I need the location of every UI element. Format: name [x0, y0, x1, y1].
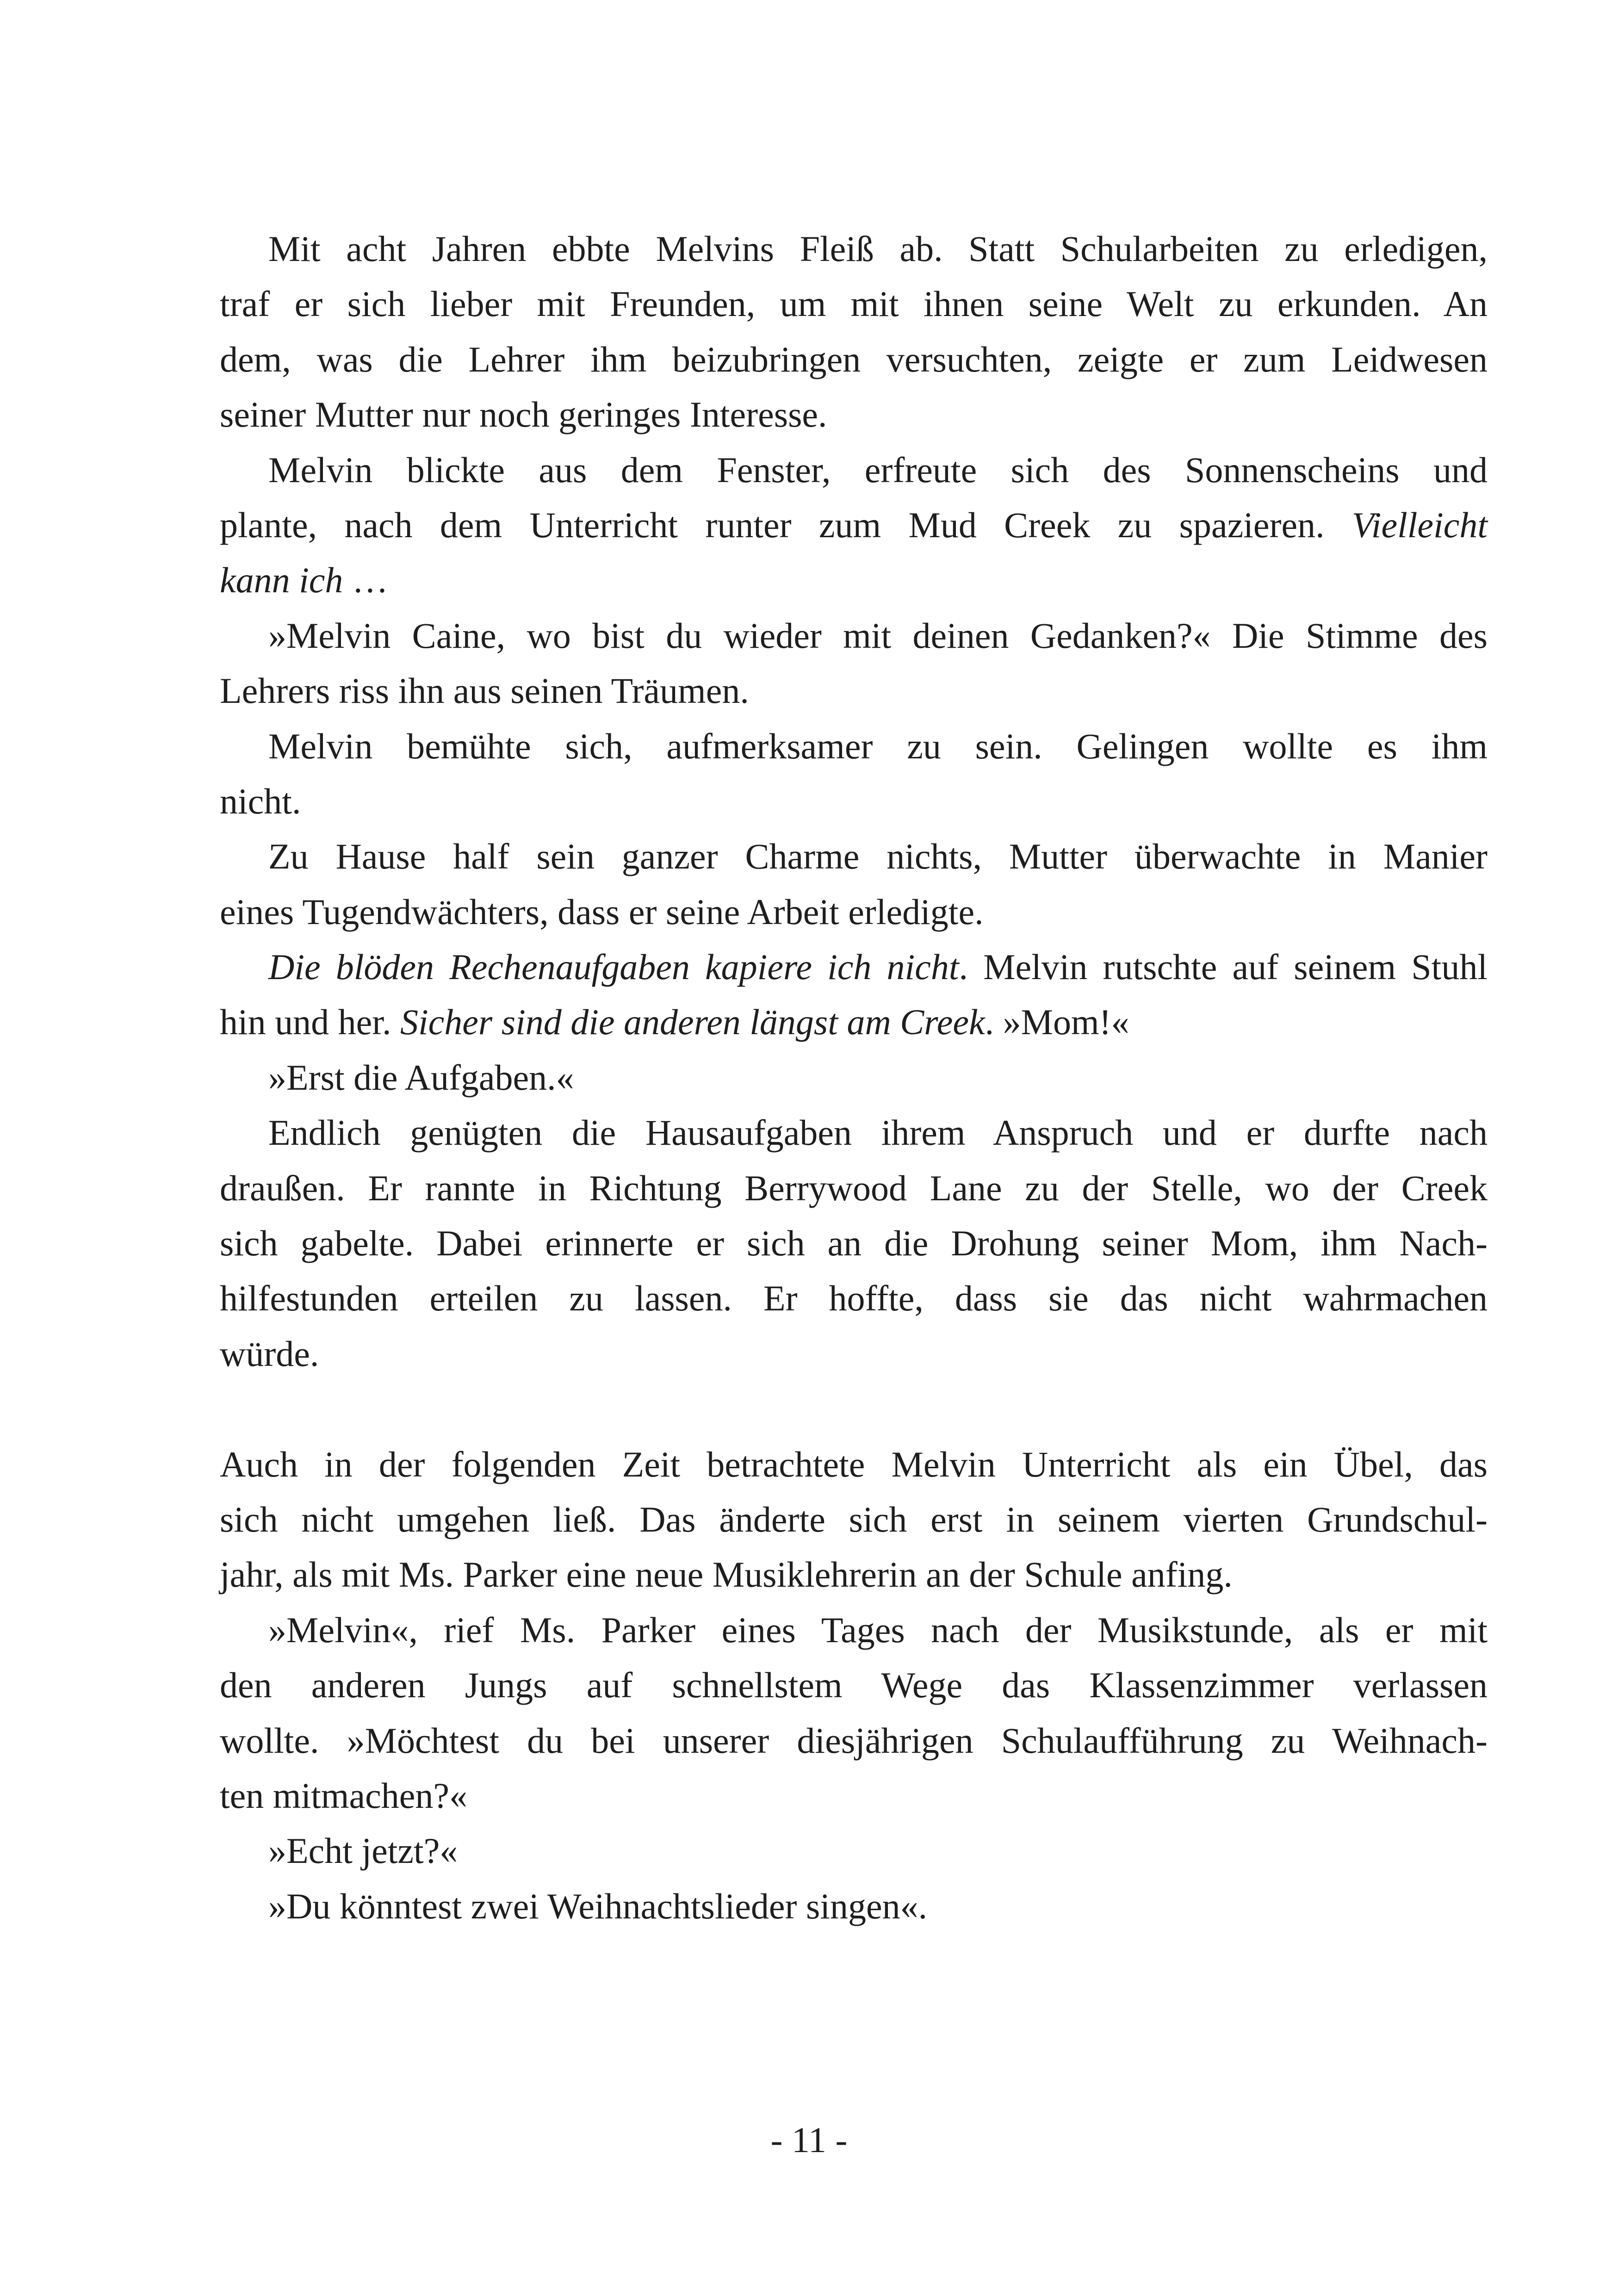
text-line: [220, 719, 1488, 774]
text-segment: . Melvin rutschte auf seinem Stuhl: [959, 947, 1488, 987]
text-segment: »Melvin Caine, wo bist du wieder mit deinen Gedanken?« Die Stimme des: [268, 615, 1488, 656]
text-line: [220, 663, 1488, 718]
page-number: - 11 -: [770, 2120, 848, 2160]
text-segment: plante, nach dem Unterricht runter zum Mud Creek zu spazieren.: [220, 504, 1352, 545]
text-segment: draußen. Er rannte in Richtung Berrywood Lane zu der Stelle, wo der Creek: [220, 1167, 1488, 1208]
text-segment: Endlich genügten die Hausaufgaben ihrem Anspruch und er durfte nach: [268, 1112, 1488, 1153]
text-segment: »Echt jetzt?«: [268, 1831, 458, 1871]
text-segment: Melvin bemühte sich, aufmerksamer zu sein. Gelingen wollte es ihm: [268, 726, 1488, 766]
text-line: [220, 1105, 1488, 1160]
text-line: [220, 1823, 1488, 1878]
text-segment: »Erst die Aufgaben.«: [268, 1057, 574, 1098]
text-line: [220, 1437, 1488, 1492]
text-segment: hin und her.: [220, 1002, 400, 1043]
text-segment: traf er sich lieber mit Freunden, um mit ihnen seine Welt zu erkunden. An: [220, 284, 1488, 324]
text-line: [220, 1602, 1488, 1657]
text-segment: Melvin blickte aus dem Fenster, erfreute sich des Sonnenscheins und: [268, 449, 1488, 490]
text-segment: sich gabelte. Dabei erinnerte er sich an die Drohung seiner Mom, ihm Nach-: [220, 1223, 1488, 1264]
text-segment: sich nicht umgehen ließ. Das änderte sich erst in seinem vierten Grundschul-: [220, 1499, 1488, 1539]
text-line: [220, 1547, 1488, 1602]
text-segment: . »Mom!«: [985, 1002, 1129, 1043]
text-segment: hilfestunden erteilen zu lassen. Er hoffte, dass sie das nicht wahrmachen: [220, 1278, 1488, 1319]
text-segment: würde.: [220, 1333, 319, 1374]
italic-text: kann ich: [220, 560, 343, 601]
text-segment: »Melvin«, rief Ms. Parker eines Tages nach der Musikstunde, als er mit: [268, 1609, 1488, 1650]
text-line: [220, 1879, 1488, 1934]
text-segment: …: [343, 560, 388, 601]
body-text: [220, 221, 1488, 1934]
text-line: [220, 1271, 1488, 1326]
text-line: [220, 994, 1488, 1049]
text-segment: seiner Mutter nur noch geringes Interesse.: [220, 394, 827, 435]
text-line: [220, 939, 1488, 994]
text-line: [220, 884, 1488, 939]
italic-text: Die blöden Rechenaufgaben kapiere ich nicht: [268, 947, 959, 987]
text-segment: ten mitmachen?«: [220, 1775, 467, 1816]
text-line: [220, 332, 1488, 387]
text-segment: den anderen Jungs auf schnellstem Wege das Klassenzimmer verlassen: [220, 1665, 1488, 1706]
text-line: [220, 221, 1488, 276]
text-segment: Zu Hause half sein ganzer Charme nichts, Mutter überwachte in Manier: [268, 836, 1488, 877]
text-segment: dem, was die Lehrer ihm beizubringen versuchten, zeigte er zum Leidwesen: [220, 339, 1488, 379]
text-segment: jahr, als mit Ms. Parker eine neue Musiklehrerin an der Schule anfing.: [220, 1554, 1233, 1595]
text-line: [220, 829, 1488, 884]
text-line: [220, 774, 1488, 829]
text-segment: nicht.: [220, 781, 301, 821]
paragraph-gap: [220, 1381, 1488, 1436]
text-line: [220, 1657, 1488, 1713]
text-line: [220, 1326, 1488, 1381]
text-line: [220, 552, 1488, 608]
text-line: [220, 1216, 1488, 1271]
text-line: [220, 1050, 1488, 1105]
text-segment: Auch in der folgenden Zeit betrachtete Melvin Unterricht als ein Übel, das: [220, 1444, 1488, 1484]
text-segment: »Du könntest zwei Weihnachtslieder singen«.: [268, 1886, 928, 1926]
text-line: [220, 497, 1488, 552]
text-line: [220, 1768, 1488, 1823]
text-line: [220, 1160, 1488, 1216]
text-segment: wollte. »Möchtest du bei unserer diesjährigen Schulaufführung zu Weihnach-: [220, 1720, 1488, 1761]
text-segment: Mit acht Jahren ebbte Melvins Fleiß ab. Statt Schularbeiten zu erledigen,: [268, 229, 1488, 269]
text-line: [220, 1492, 1488, 1547]
text-segment: eines Tugendwächters, dass er seine Arbeit erledigte.: [220, 891, 984, 932]
text-line: [220, 387, 1488, 442]
text-line: [220, 442, 1488, 497]
italic-text: Sicher sind die anderen längst am Creek: [400, 1002, 985, 1043]
text-segment: Lehrers riss ihn aus seinen Träumen.: [220, 670, 749, 711]
italic-text: Vielleicht: [1351, 504, 1488, 545]
text-line: [220, 608, 1488, 663]
text-line: [220, 1713, 1488, 1768]
text-line: [220, 276, 1488, 331]
